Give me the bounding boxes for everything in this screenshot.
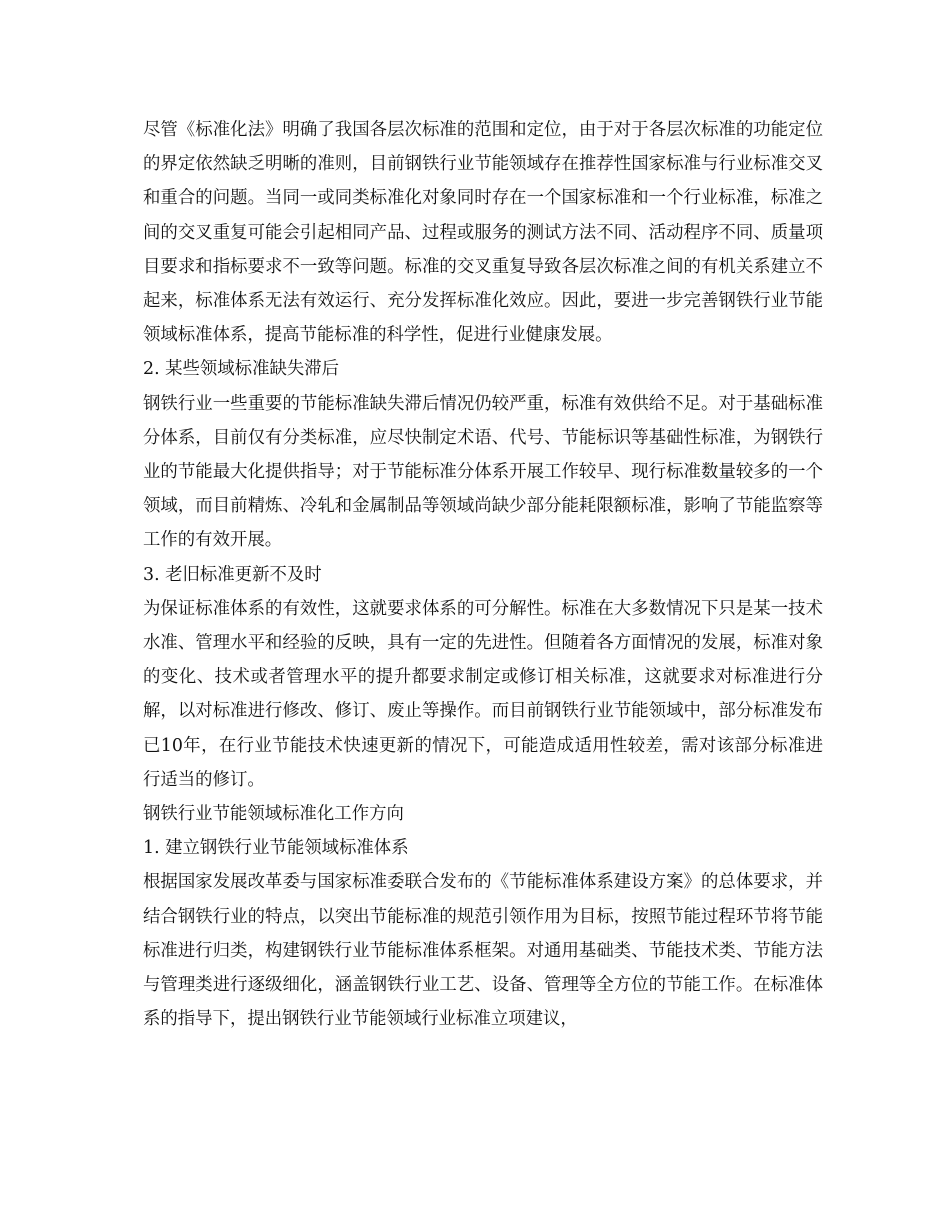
heading-outdated-standards: 3. 老旧标准更新不及时 [143, 564, 322, 585]
heading-work-direction: 钢铁行业节能领域标准化工作方向 [143, 804, 404, 825]
document-body [143, 113, 823, 1036]
paragraph-build-system: 根据国家发展改革委与国家标准委联合发布的《节能标准体系建设方案》的总体要求，并结合钢铁行业的特点，以突出节能标准的规范引领作用为目标，按照节能过程环节将节能标准进行归类，构建钢铁行业节能标准体系框架。对通用基础类、节能技术类、节能方法与管理类进行逐级细化，涵盖钢铁行业工艺、设备、管理等全方位的节能工作。在标准体系的指导下，提出钢铁行业节能领域行业标准立项建议， [143, 872, 823, 1030]
paragraph-missing-standards: 钢铁行业一些重要的节能标准缺失滞后情况仍较严重，标准有效供给不足。对于基础标准分体系，目前仅有分类标准，应尽快制定术语、代号、节能标识等基础性标准，为钢铁行业的节能最大化提供指导；对于节能标准分体系开展工作较早、现行标准数量较多的一个领域，而目前精炼、冷轧和金属制品等领域尚缺少部分能耗限额标准，影响了节能监察等工作的有效开展。 [143, 393, 823, 551]
heading-build-system: 1. 建立钢铁行业节能领域标准体系 [143, 838, 409, 859]
paragraph-overlap-issue: 尽管《标准化法》明确了我国各层次标准的范围和定位，由于对于各层次标准的功能定位的界定依然缺乏明晰的准则，目前钢铁行业节能领域存在推荐性国家标准与行业标准交叉和重合的问题。当同一或同类标准化对象同时存在一个国家标准和一个行业标准，标准之间的交叉重复可能会引起相同产品、过程或服务的测试方法不同、活动程序不同、质量项目要求和指标要求不一致等问题。标准的交叉重复导致各层次标准之间的有机关系建立不起来，标准体系无法有效运行、充分发挥标准化效应。因此，要进一步完善钢铁行业节能领域标准体系，提高节能标准的科学性，促进行业健康发展。 [143, 120, 823, 346]
heading-missing-standards: 2. 某些领域标准缺失滞后 [143, 359, 340, 380]
paragraph-outdated-standards: 为保证标准体系的有效性，这就要求体系的可分解性。标准在大多数情况下只是某一技术水准、管理水平和经验的反映，具有一定的先进性。但随着各方面情况的发展，标准对象的变化、技术或者管理水平的提升都要求制定或修订相关标准，这就要求对标准进行分解，以对标准进行修改、修订、废止等操作。而目前钢铁行业节能领域中，部分标准发布已10年，在行业节能技术快速更新的情况下，可能造成适用性较差，需对该部分标准进行适当的修订。 [143, 598, 823, 790]
